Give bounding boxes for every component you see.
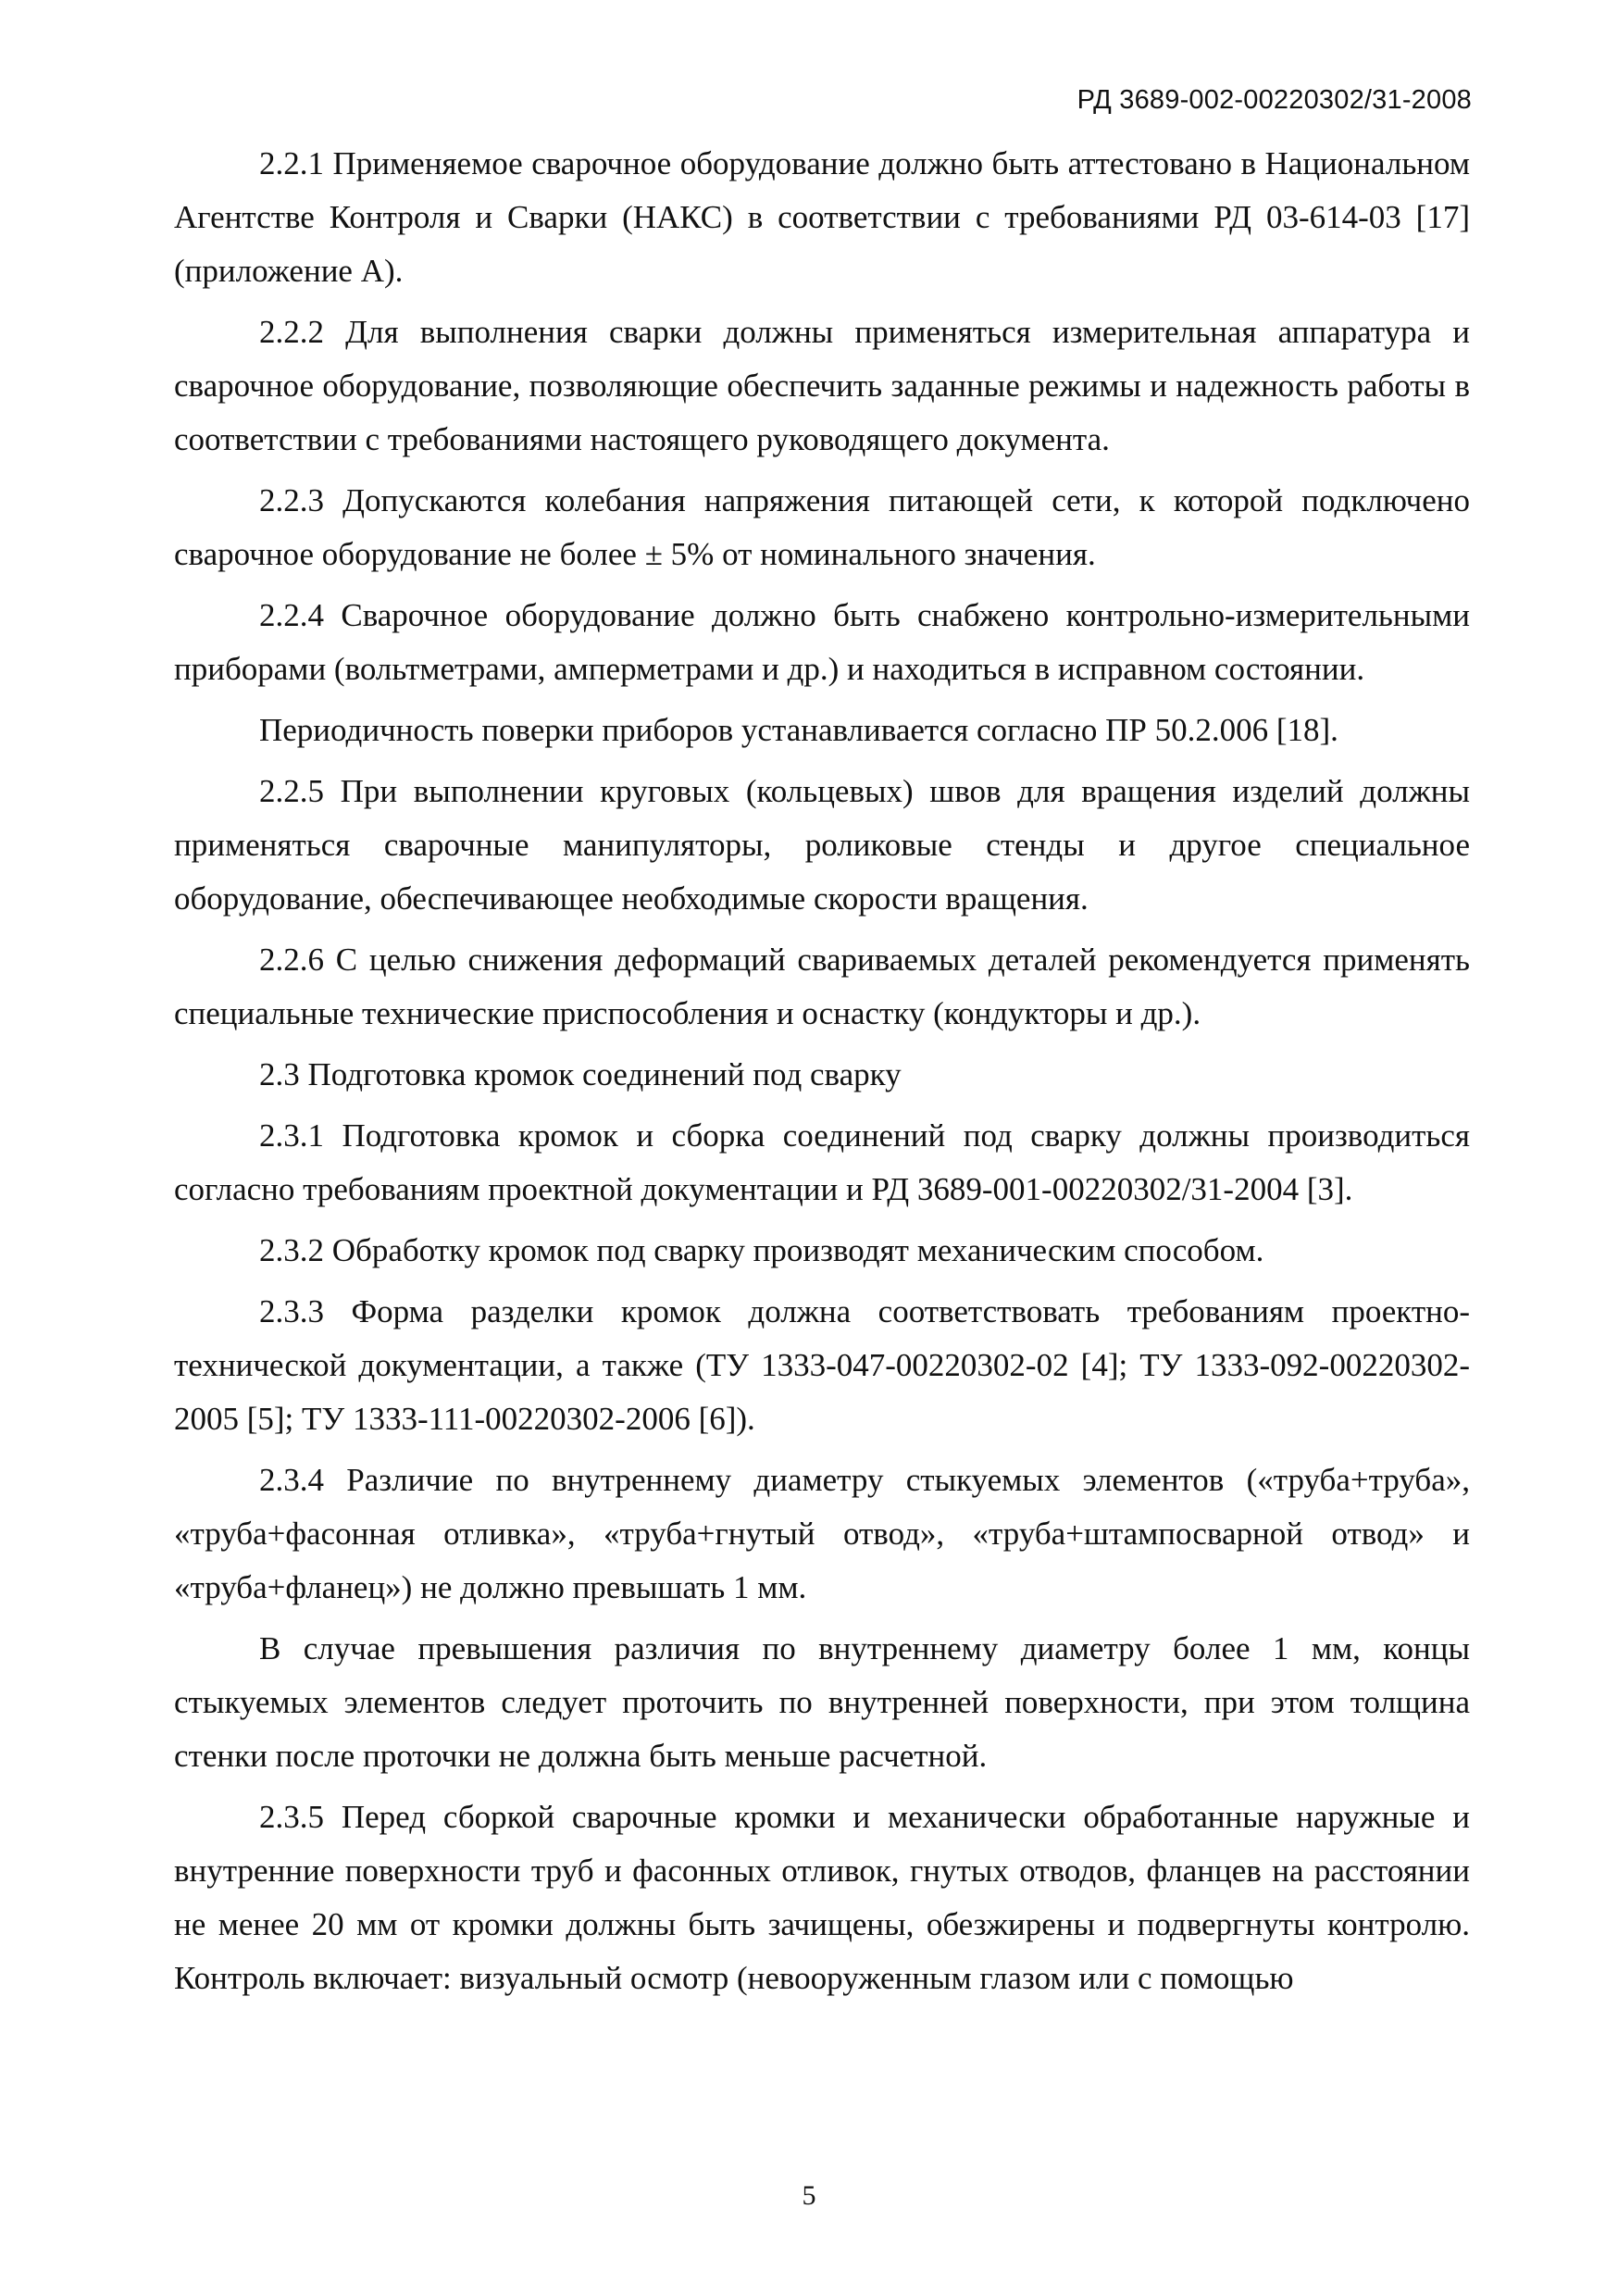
paragraph-2-3-3: 2.3.3 Форма разделки кромок должна соответствовать требованиям проектно-технической документации, а также (ТУ 1333-047-00220302-02 [4]; ТУ 1333-092-00220302-2005 [5]; ТУ 1333-111-00220302-2006 [6]). bbox=[174, 1293, 1470, 1437]
paragraph-diameter-difference: В случае превышения различия по внутреннему диаметру более 1 мм, концы стыкуемых элементов следует проточить по внутренней поверхности, при этом толщина стенки после проточки не должна быть меньше расчетной. bbox=[174, 1630, 1470, 1774]
paragraph-2-2-6: 2.2.6 С целью снижения деформаций свариваемых деталей рекомендуется применять специальные технические приспособления и оснастку (кондукторы и др.). bbox=[174, 942, 1470, 1031]
paragraph-2-2-4: 2.2.4 Сварочное оборудование должно быть снабжено контрольно-измерительными приборами (вольтметрами, амперметрами и др.) и находиться в исправном состоянии. bbox=[174, 597, 1470, 687]
document-body bbox=[174, 137, 1470, 2005]
page-number: 5 bbox=[802, 2180, 816, 2211]
paragraph-2-3-5: 2.3.5 Перед сборкой сварочные кромки и механически обработанные наружные и внутренние поверхности труб и фасонных отливок, гнутых отводов, фланцев на расстоянии не менее 20 мм от кромки должны быть зачищены, обезжирены и подвергнуты контролю. Контроль включает: визуальный осмотр (невооруженным глазом или с помощью bbox=[174, 1799, 1470, 1996]
paragraph-2-3-2: 2.3.2 Обработку кромок под сварку производят механическим способом. bbox=[259, 1232, 1264, 1268]
paragraph-verification-period: Периодичность поверки приборов устанавливается согласно ПР 50.2.006 [18]. bbox=[259, 712, 1338, 748]
paragraph-2-2-2: 2.2.2 Для выполнения сварки должны применяться измерительная аппаратура и сварочное оборудование, позволяющие обеспечить заданные режимы и надежность работы в соответствии с требованиями настоящего руководящего документа. bbox=[174, 314, 1470, 457]
paragraph-2-2-1: 2.2.1 Применяемое сварочное оборудование должно быть аттестовано в Национальном Агентстве Контроля и Сварки (НАКС) в соответствии с требованиями РД 03-614-03 [17] (приложение А). bbox=[174, 145, 1470, 289]
paragraph-2-2-5: 2.2.5 При выполнении круговых (кольцевых) швов для вращения изделий должны применяться сварочные манипуляторы, роликовые стенды и другое специальное оборудование, обеспечивающее необходимые скорости вращения. bbox=[174, 773, 1470, 917]
document-code: РД 3689-002-00220302/31-2008 bbox=[1077, 85, 1472, 115]
section-heading-2-3: 2.3 Подготовка кромок соединений под сварку bbox=[259, 1056, 902, 1092]
paragraph-2-2-3: 2.2.3 Допускаются колебания напряжения питающей сети, к которой подключено сварочное оборудование не более ± 5% от номинального значения. bbox=[174, 482, 1470, 572]
paragraph-2-3-1: 2.3.1 Подготовка кромок и сборка соединений под сварку должны производиться согласно требованиям проектной документации и РД 3689-001-00220302/31-2004 [3]. bbox=[174, 1117, 1470, 1207]
paragraph-2-3-4: 2.3.4 Различие по внутреннему диаметру стыкуемых элементов («труба+труба», «труба+фасонная отливка», «труба+гнутый отвод», «труба+штампосварной отвод» и «труба+фланец») не должно превышать 1 мм. bbox=[174, 1462, 1470, 1605]
